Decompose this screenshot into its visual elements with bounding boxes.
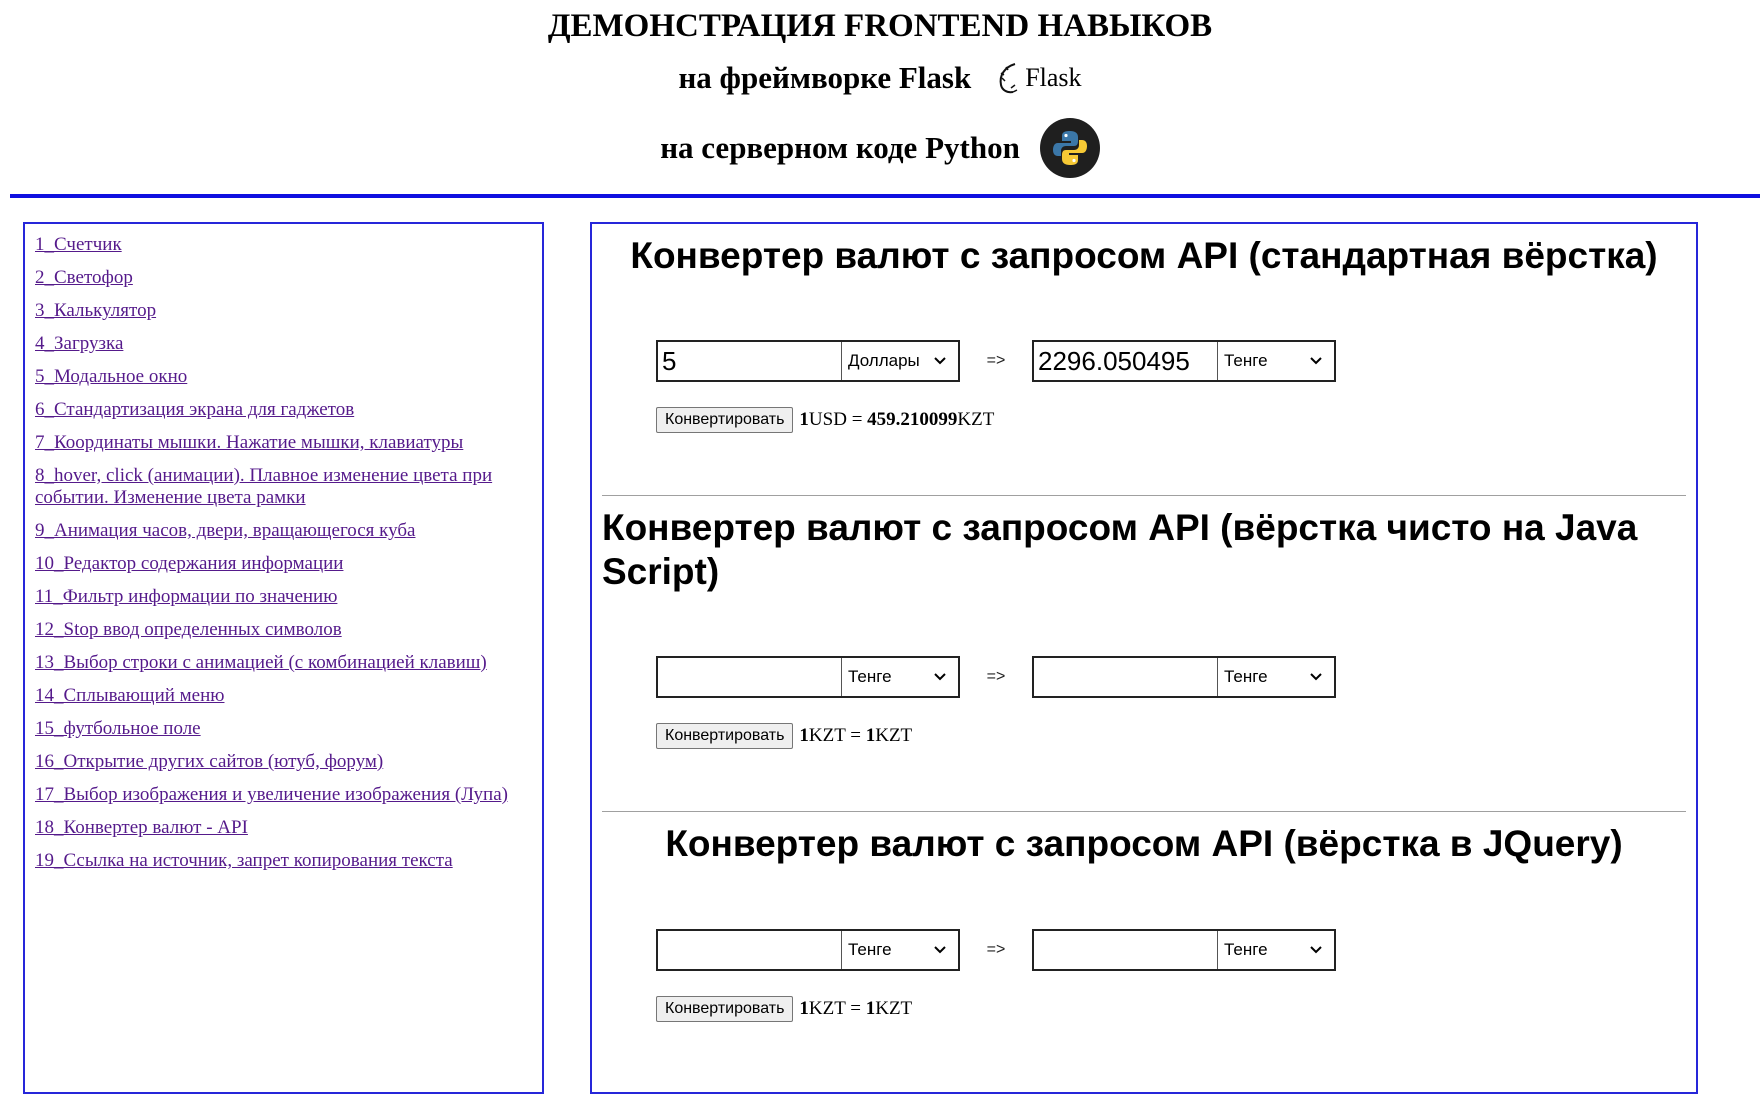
- sidebar-item-popup-menu[interactable]: 14_Сплывающий меню: [35, 685, 225, 706]
- framework-line: [0, 60, 1760, 96]
- to-currency-select[interactable]: [1218, 342, 1334, 380]
- rate-left-num: 1: [799, 725, 809, 746]
- chevron-down-icon: [934, 946, 946, 954]
- sidebar-item-filter[interactable]: 11_Фильтр информации по значению: [35, 586, 338, 607]
- server-text: на серверном коде Python: [660, 130, 1020, 165]
- to-group: [1032, 929, 1336, 971]
- section-divider: [602, 811, 1686, 812]
- from-currency-select[interactable]: [842, 342, 958, 380]
- from-amount-input[interactable]: [658, 931, 842, 969]
- converter-title: Конвертер валют с запросом API (вёрстка чисто на Java Script): [602, 507, 1638, 592]
- rate-eq: =: [845, 998, 866, 1019]
- converter-row: [656, 929, 1336, 971]
- converter-standard: [602, 234, 1686, 278]
- sidebar-nav: [23, 222, 544, 1094]
- framework-text: на фреймворке Flask: [678, 60, 972, 95]
- rate-text: [799, 725, 912, 747]
- sidebar-item-open-sites[interactable]: 16_Открытие других сайтов (ютуб, форум): [35, 751, 384, 772]
- to-amount-input[interactable]: [1034, 658, 1218, 696]
- rate-left-num: 1: [799, 998, 809, 1019]
- rate-text: [799, 409, 994, 431]
- select-value: Тенге: [1224, 351, 1268, 370]
- sidebar-item-calculator[interactable]: 3_Калькулятор: [35, 300, 157, 321]
- convert-row: [656, 406, 994, 434]
- sidebar-item-magnifier[interactable]: 17_Выбор изображения и увеличение изображения (Лупа): [35, 784, 508, 805]
- sidebar-item-row-select[interactable]: 13_Выбор строки с анимацией (с комбинацией клавиш): [35, 652, 487, 673]
- converter-title: Конвертер валют с запросом API (стандартная вёрстка): [630, 235, 1658, 276]
- page-header: [0, 0, 1760, 200]
- converter-row: [656, 656, 1336, 698]
- rate-eq: =: [846, 409, 868, 430]
- flask-logo-text: Flask: [1025, 63, 1082, 92]
- rate-left-code: KZT: [808, 725, 846, 746]
- sidebar-item-currency-api[interactable]: 18_Конвертер валют - API: [35, 817, 248, 838]
- rate-text: [799, 998, 912, 1020]
- from-currency-select[interactable]: [842, 658, 958, 696]
- header-divider: [10, 194, 1760, 198]
- sidebar-item-traffic-light[interactable]: 2_Светофор: [35, 267, 133, 288]
- from-amount-input[interactable]: [658, 658, 842, 696]
- to-group: [1032, 340, 1336, 382]
- rate-right-code: KZT: [875, 998, 913, 1019]
- select-value: Тенге: [1224, 667, 1268, 686]
- chevron-down-icon: [1310, 946, 1322, 954]
- chevron-down-icon: [1310, 357, 1322, 365]
- sidebar-item-modal[interactable]: 5_Модальное окно: [35, 366, 188, 387]
- select-value: Доллары: [848, 351, 920, 370]
- arrow-label: =>: [986, 352, 1006, 369]
- rate-eq: =: [845, 725, 866, 746]
- sidebar-item-football[interactable]: 15_футбольное поле: [35, 718, 201, 739]
- rate-right-code: KZT: [875, 725, 913, 746]
- select-value: Тенге: [1224, 940, 1268, 959]
- sidebar-item-screen-standard[interactable]: 6_Стандартизация экрана для гаджетов: [35, 399, 355, 420]
- rate-right-num: 1: [865, 725, 876, 746]
- sidebar-item-animation[interactable]: 9_Анимация часов, двери, вращающегося куба: [35, 520, 416, 541]
- sidebar-item-editor[interactable]: 10_Редактор содержания информации: [35, 553, 344, 574]
- from-group: [656, 656, 960, 698]
- to-group: [1032, 656, 1336, 698]
- converter-javascript: [602, 506, 1686, 594]
- rate-right-code: KZT: [957, 409, 995, 430]
- to-currency-select[interactable]: [1218, 931, 1334, 969]
- rate-left-code: USD: [808, 409, 847, 430]
- from-currency-select[interactable]: [842, 931, 958, 969]
- select-value: Тенге: [848, 940, 892, 959]
- rate-right-num: 1: [865, 998, 876, 1019]
- sidebar-item-counter[interactable]: 1_Счетчик: [35, 234, 122, 255]
- converter-panel: [590, 222, 1698, 1094]
- converter-row: [656, 340, 1336, 382]
- convert-button[interactable]: Конвертировать: [656, 723, 793, 749]
- sidebar-item-source-link[interactable]: 19_Ссылка на источник, запрет копирования текста: [35, 850, 453, 871]
- rate-left-code: KZT: [808, 998, 846, 1019]
- to-amount-input[interactable]: [1034, 931, 1218, 969]
- flask-horn-icon: [991, 61, 1021, 95]
- server-line: [0, 130, 1760, 178]
- to-amount-input[interactable]: [1034, 342, 1218, 380]
- select-value: Тенге: [848, 667, 892, 686]
- from-amount-input[interactable]: [658, 342, 842, 380]
- converter-jquery: [602, 822, 1686, 866]
- sidebar-item-loading[interactable]: 4_Загрузка: [35, 333, 124, 354]
- rate-left-num: 1: [799, 409, 809, 430]
- section-divider: [602, 495, 1686, 496]
- from-group: [656, 929, 960, 971]
- chevron-down-icon: [1310, 673, 1322, 681]
- from-group: [656, 340, 960, 382]
- converter-title: Конвертер валют с запросом API (вёрстка в JQuery): [665, 823, 1623, 864]
- sidebar-item-hover-click[interactable]: 8_hover, click (анимации). Плавное изменение цвета при событии. Изменение цвета рамки: [35, 465, 493, 508]
- page-title: ДЕМОНСТРАЦИЯ FRONTEND НАВЫКОВ: [547, 8, 1213, 44]
- convert-row: [656, 722, 912, 750]
- sidebar-item-stop-input[interactable]: 12_Stop ввод определенных символов: [35, 619, 342, 640]
- convert-button[interactable]: Конвертировать: [656, 996, 793, 1022]
- python-logo-icon: [1040, 118, 1100, 178]
- arrow-label: =>: [986, 941, 1006, 958]
- chevron-down-icon: [934, 357, 946, 365]
- arrow-label: =>: [986, 668, 1006, 685]
- convert-row: [656, 995, 912, 1023]
- convert-button[interactable]: Конвертировать: [656, 407, 793, 433]
- rate-right-num: 459.210099: [867, 409, 958, 430]
- sidebar-item-mouse-coords[interactable]: 7_Координаты мышки. Нажатие мышки, клавиатуры: [35, 432, 464, 453]
- flask-logo: [991, 61, 1081, 95]
- to-currency-select[interactable]: [1218, 658, 1334, 696]
- chevron-down-icon: [934, 673, 946, 681]
